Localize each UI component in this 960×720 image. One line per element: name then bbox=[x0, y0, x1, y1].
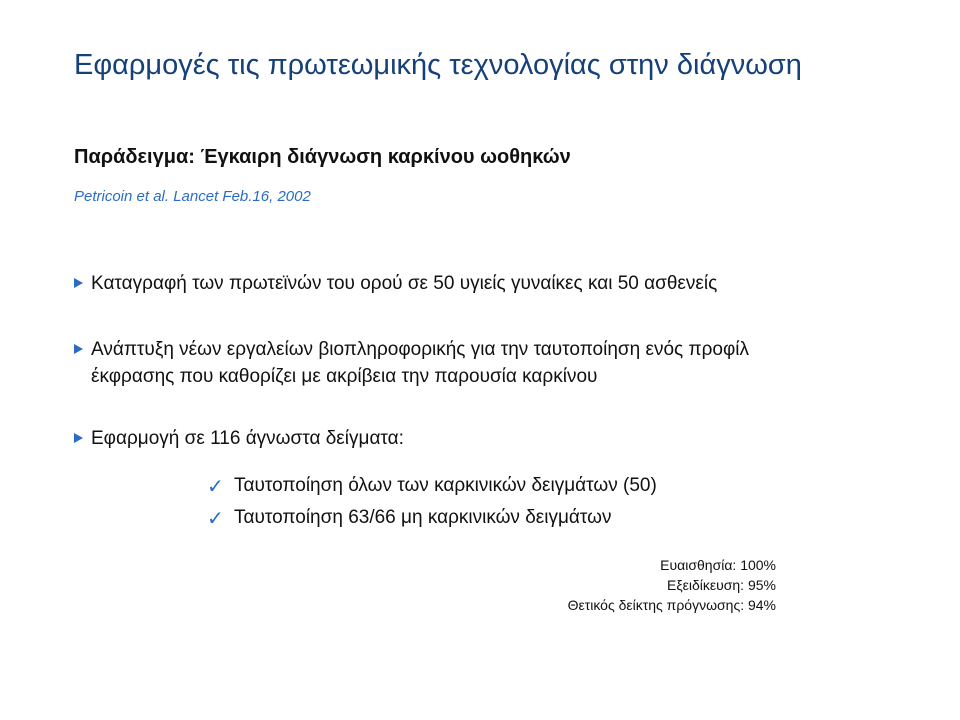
check-list-item bbox=[207, 474, 657, 498]
check-list-item bbox=[207, 506, 611, 530]
checkmark-icon: ✓ bbox=[207, 474, 224, 498]
slide-subtitle: Παράδειγμα: Έγκαιρη διάγνωση καρκίνου ωοθηκών bbox=[74, 146, 571, 168]
check-list-text: Ταυτοποίηση όλων των καρκινικών δειγμάτων (50) bbox=[234, 475, 657, 496]
bullet-item bbox=[74, 425, 404, 452]
statistics-summary bbox=[568, 555, 776, 615]
check-list-text: Ταυτοποίηση 63/66 μη καρκινικών δειγμάτων bbox=[234, 507, 612, 528]
specificity-stat: Εξειδίκευση: 95% bbox=[667, 577, 776, 593]
bullet-text: Καταγραφή των πρωτεϊνών του ορού σε 50 υγιείς γυναίκες και 50 ασθενείς bbox=[91, 273, 718, 294]
bullet-item bbox=[74, 270, 717, 297]
positive-predictive-value-stat: Θετικός δείκτης πρόγνωσης: 94% bbox=[567, 597, 776, 613]
slide-title: Εφαρμογές τις πρωτεωμικής τεχνολογίας στην διάγνωση bbox=[74, 49, 802, 81]
triangle-bullet-icon bbox=[74, 278, 83, 288]
bullet-text: Εφαρμογή σε 116 άγνωστα δείγματα: bbox=[91, 428, 404, 449]
bullet-text: Ανάπτυξη νέων εργαλείων βιοπληροφορικής για την ταυτοποίηση ενός προφίλ έκφρασης που καθορίζει με ακρίβεια την παρουσία καρκίνου bbox=[91, 339, 749, 387]
bullet-item bbox=[74, 336, 749, 390]
checkmark-icon: ✓ bbox=[207, 506, 224, 530]
citation-reference: Petricoin et al. Lancet Feb.16, 2002 bbox=[74, 188, 311, 205]
triangle-bullet-icon bbox=[74, 344, 83, 354]
triangle-bullet-icon bbox=[74, 433, 83, 443]
sensitivity-stat: Ευαισθησία: 100% bbox=[660, 557, 776, 573]
